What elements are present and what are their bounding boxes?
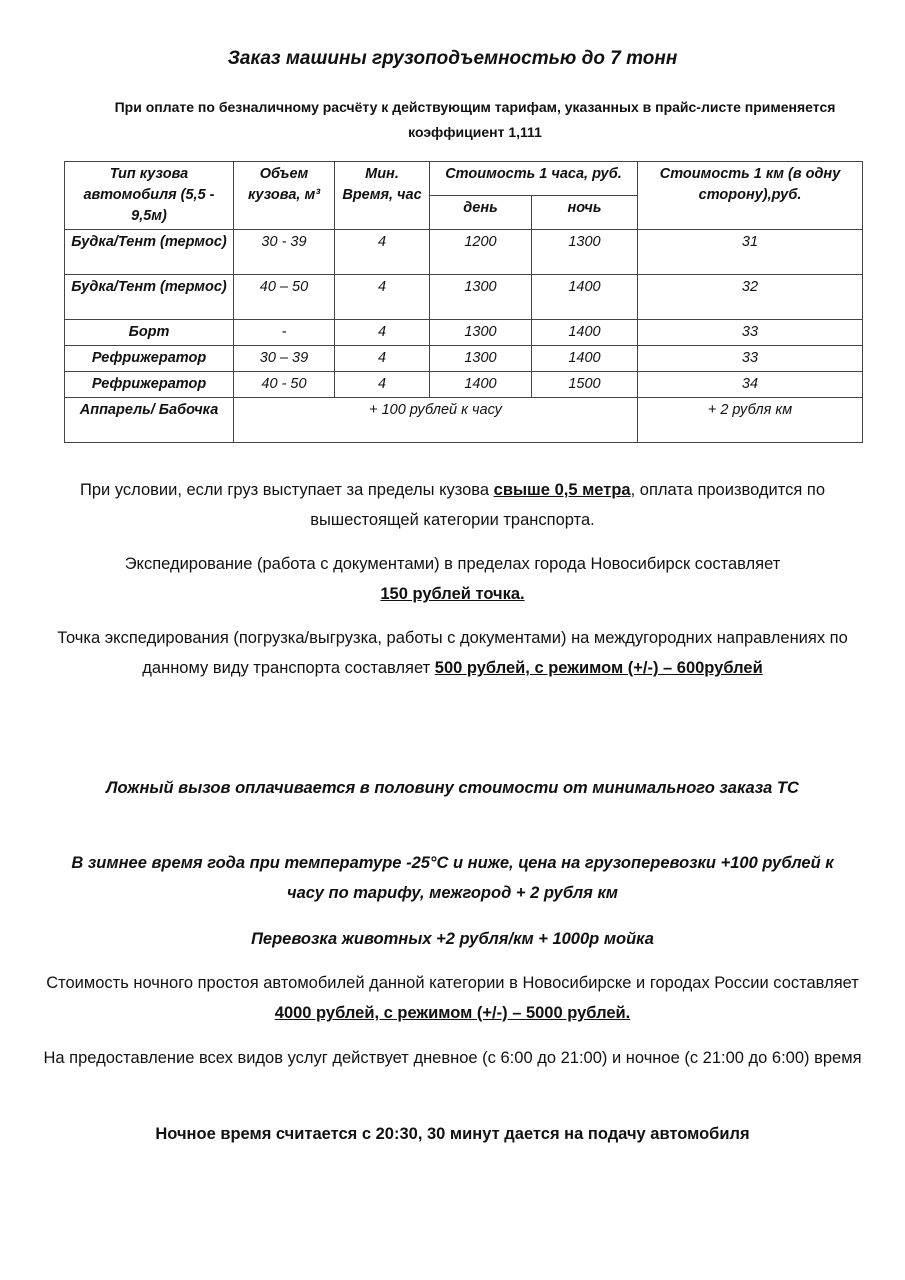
paragraph-text: , оплата производится по вышестоящей категории транспорта. bbox=[310, 481, 826, 529]
paragraph-text: При условии, если груз выступает за пределы кузова bbox=[79, 481, 494, 499]
cell-km: 34 bbox=[638, 372, 863, 398]
paragraph-night-idle bbox=[40, 968, 865, 1028]
cell-hour-note: + 100 рублей к часу bbox=[234, 398, 638, 443]
header-night: ночь bbox=[532, 196, 638, 230]
cell-night: 1300 bbox=[532, 230, 638, 275]
cell-night: 1400 bbox=[532, 320, 638, 346]
paragraph-forwarding-intercity bbox=[40, 623, 865, 683]
cell-night: 1400 bbox=[532, 346, 638, 372]
cell-volume: 30 – 39 bbox=[234, 346, 335, 372]
emphasis-text: 4000 рублей, с режимом (+/-) – 5000 рублей. bbox=[274, 1004, 631, 1022]
document-title: Заказ машины грузоподъемностью до 7 тонн bbox=[227, 48, 678, 69]
header-type: Тип кузова автомобиля (5,5 - 9,5м) bbox=[65, 162, 234, 230]
paragraph-text: Точка экспедирования (погрузка/выгрузка, работы с документами) на междугородних направлениях по данному виду транспорта составляет bbox=[57, 629, 848, 677]
cell-day: 1300 bbox=[430, 275, 532, 320]
cell-km: 33 bbox=[638, 346, 863, 372]
table-header-row bbox=[65, 162, 863, 196]
cell-type: Борт bbox=[65, 320, 234, 346]
cell-type: Будка/Тент (термос) bbox=[65, 230, 234, 275]
cell-km: 32 bbox=[638, 275, 863, 320]
table-row-apparel bbox=[65, 398, 863, 443]
emphasis-text: свыше 0,5 метра bbox=[493, 481, 631, 499]
cell-day: 1400 bbox=[430, 372, 532, 398]
paragraph-text: Экспедирование (работа с документами) в пределах города Новосибирск составляет bbox=[124, 555, 781, 573]
cell-type: Рефрижератор bbox=[65, 346, 234, 372]
cell-type: Аппарель/ Бабочка bbox=[65, 398, 234, 443]
header-day: день bbox=[430, 196, 532, 230]
paragraph-animal-transport: Перевозка животных +2 рубля/км + 1000р мойка bbox=[251, 930, 654, 948]
paragraph-winter-price: В зимнее время года при температуре -25°С и ниже, цена на грузоперевозки +100 рублей к часу по тарифу, межгород + 2 рубля км bbox=[71, 854, 834, 902]
cell-min: 4 bbox=[335, 346, 430, 372]
cell-min: 4 bbox=[335, 320, 430, 346]
paragraph-cargo-overhang bbox=[40, 475, 865, 535]
header-min-time: Мин. Время, час bbox=[335, 162, 430, 230]
paragraph-night-time: Ночное время считается с 20:30, 30 минут дается на подачу автомобиля bbox=[155, 1125, 750, 1143]
cell-km-note: + 2 рубля км bbox=[638, 398, 863, 443]
cell-night: 1500 bbox=[532, 372, 638, 398]
header-cost-hour: Стоимость 1 часа, руб. bbox=[430, 162, 638, 196]
cell-volume: 40 – 50 bbox=[234, 275, 335, 320]
cell-volume: - bbox=[234, 320, 335, 346]
header-cost-km: Стоимость 1 км (в одну сторону),руб. bbox=[638, 162, 863, 230]
cell-volume: 40 - 50 bbox=[234, 372, 335, 398]
emphasis-text: 150 рублей точка. bbox=[380, 585, 525, 603]
cell-min: 4 bbox=[335, 372, 430, 398]
cell-min: 4 bbox=[335, 275, 430, 320]
paragraph-false-call: Ложный вызов оплачивается в половину стоимости от минимального заказа ТС bbox=[106, 779, 799, 797]
cell-day: 1300 bbox=[430, 320, 532, 346]
cell-km: 31 bbox=[638, 230, 863, 275]
cell-type: Будка/Тент (термос) bbox=[65, 275, 234, 320]
tariff-table bbox=[64, 161, 863, 443]
cell-volume: 30 - 39 bbox=[234, 230, 335, 275]
emphasis-text: 500 рублей, с режимом (+/-) – 600рублей bbox=[434, 659, 763, 677]
cell-type: Рефрижератор bbox=[65, 372, 234, 398]
document-subtitle: При оплате по безналичному расчёту к действующим тарифам, указанных в прайс-листе применяется коэффициент 1,111 bbox=[114, 99, 836, 140]
paragraph-service-hours: На предоставление всех видов услуг действует дневное (с 6:00 до 21:00) и ночное (с 21:00 до 6:00) время bbox=[43, 1049, 862, 1067]
paragraph-text: Стоимость ночного простоя автомобилей данной категории в Новосибирске и городах России составляет bbox=[46, 974, 859, 992]
cell-night: 1400 bbox=[532, 275, 638, 320]
cell-day: 1200 bbox=[430, 230, 532, 275]
table-row bbox=[65, 372, 863, 398]
table-row bbox=[65, 320, 863, 346]
paragraph-forwarding-city bbox=[40, 549, 865, 609]
table-row bbox=[65, 230, 863, 275]
cell-km: 33 bbox=[638, 320, 863, 346]
table-row bbox=[65, 275, 863, 320]
table-row bbox=[65, 346, 863, 372]
header-volume: Объем кузова, м³ bbox=[234, 162, 335, 230]
cell-day: 1300 bbox=[430, 346, 532, 372]
cell-min: 4 bbox=[335, 230, 430, 275]
